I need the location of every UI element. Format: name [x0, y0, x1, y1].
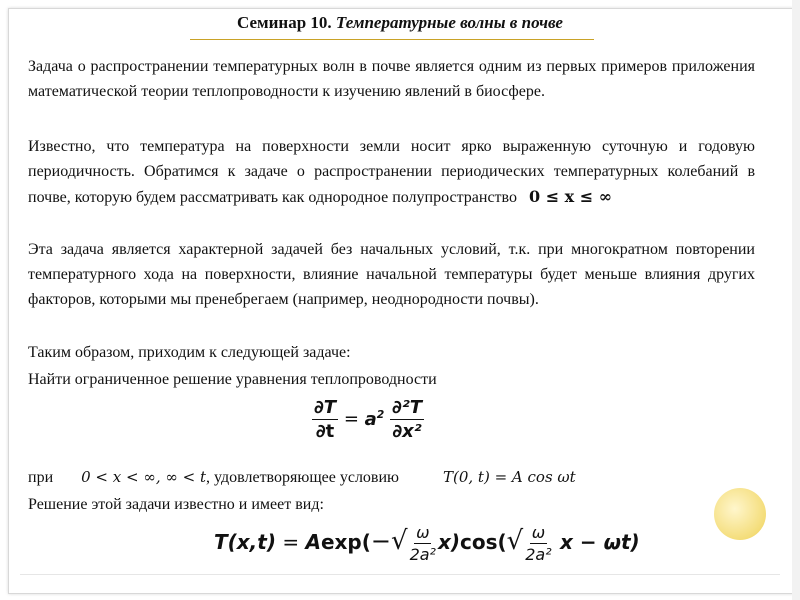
lhs-denominator: ∂t — [315, 421, 335, 442]
exp-frac-den: 2a² — [409, 545, 436, 564]
exp-fraction — [408, 523, 438, 564]
paragraph-1: Задача о распространении температурных волн в почве является одним из первых примеров приложения математической теории теплопроводности к изучению явлений в биосфере. — [28, 58, 755, 100]
cos-tail: x − ωt) — [560, 530, 640, 554]
exp-function: exp( — [320, 530, 371, 554]
heat-equation — [312, 397, 424, 442]
exp-tail: x) — [437, 530, 461, 554]
slide-title — [0, 13, 800, 33]
paragraph-6-pre: при — [28, 469, 54, 486]
rhs-numerator: ∂²T — [392, 397, 422, 418]
decorative-circle — [714, 488, 766, 540]
title-topic: Температурные волны в почве — [335, 13, 563, 32]
paragraph-6-mid: , удовлетворяющее условию — [206, 469, 399, 486]
boundary-condition: T(0, t) = A cos ωt — [443, 468, 576, 486]
cos-fraction — [523, 523, 553, 564]
title-underline — [190, 39, 594, 40]
region-condition: 0 < x < ∞, ∞ < t — [81, 468, 206, 486]
paragraph-5: Найти ограниченное решение уравнения теплопроводности — [28, 371, 437, 388]
paragraph-7: Решение этой задачи известно и имеет вид: — [28, 496, 324, 513]
footer-divider — [20, 574, 780, 575]
paragraph-4: Таким образом, приходим к следующей задаче: — [28, 344, 351, 361]
solution-lhs: T(x,t) — [214, 530, 276, 554]
title-prefix: Семинар 10. — [237, 13, 332, 32]
paragraph-2-text: Известно, что температура на поверхности земли носит ярко выраженную суточную и годовую периодичность. Обратимся к задаче о распространении периодических температурных колебаний в почве, которую будем рассматривать как однородное полупространство — [28, 138, 755, 206]
cos-frac-num: ω — [531, 523, 546, 542]
exp-frac-num: ω — [416, 523, 430, 542]
rhs-fraction — [390, 397, 424, 442]
amplitude: A — [305, 530, 321, 554]
rhs-denominator: ∂x² — [392, 421, 422, 442]
paragraph-3: Эта задача является характерной задачей без начальных условий, т.к. при многократном повторении температурного хода на поверхности, влияние начальной температуры будет меньше влияния других факторов, которыми мы пренебрегаем (например, неоднородности почвы). — [28, 241, 755, 308]
cos-frac-den: 2a² — [525, 545, 552, 564]
domain-inequality: 0 ≤ x ≤ ∞ — [528, 187, 613, 206]
cos-function: cos( — [460, 530, 507, 554]
coefficient: $a^2$ — [364, 407, 385, 430]
solution-formula: T(x,t) = Aexp(−√ $\frac{\omega}{\text{2a²}}$ x)cos(√ $\frac{\omega}{\text{2a²}}$ x − ωt) — [214, 523, 640, 564]
lhs-fraction — [312, 397, 338, 442]
paragraph-6 — [28, 465, 755, 490]
solution-equals: = — [282, 530, 300, 554]
equals-sign: = — [343, 408, 359, 430]
lhs-numerator: ∂T — [314, 397, 337, 418]
scrollbar-track[interactable] — [792, 0, 800, 600]
paragraph-2 — [28, 134, 755, 210]
